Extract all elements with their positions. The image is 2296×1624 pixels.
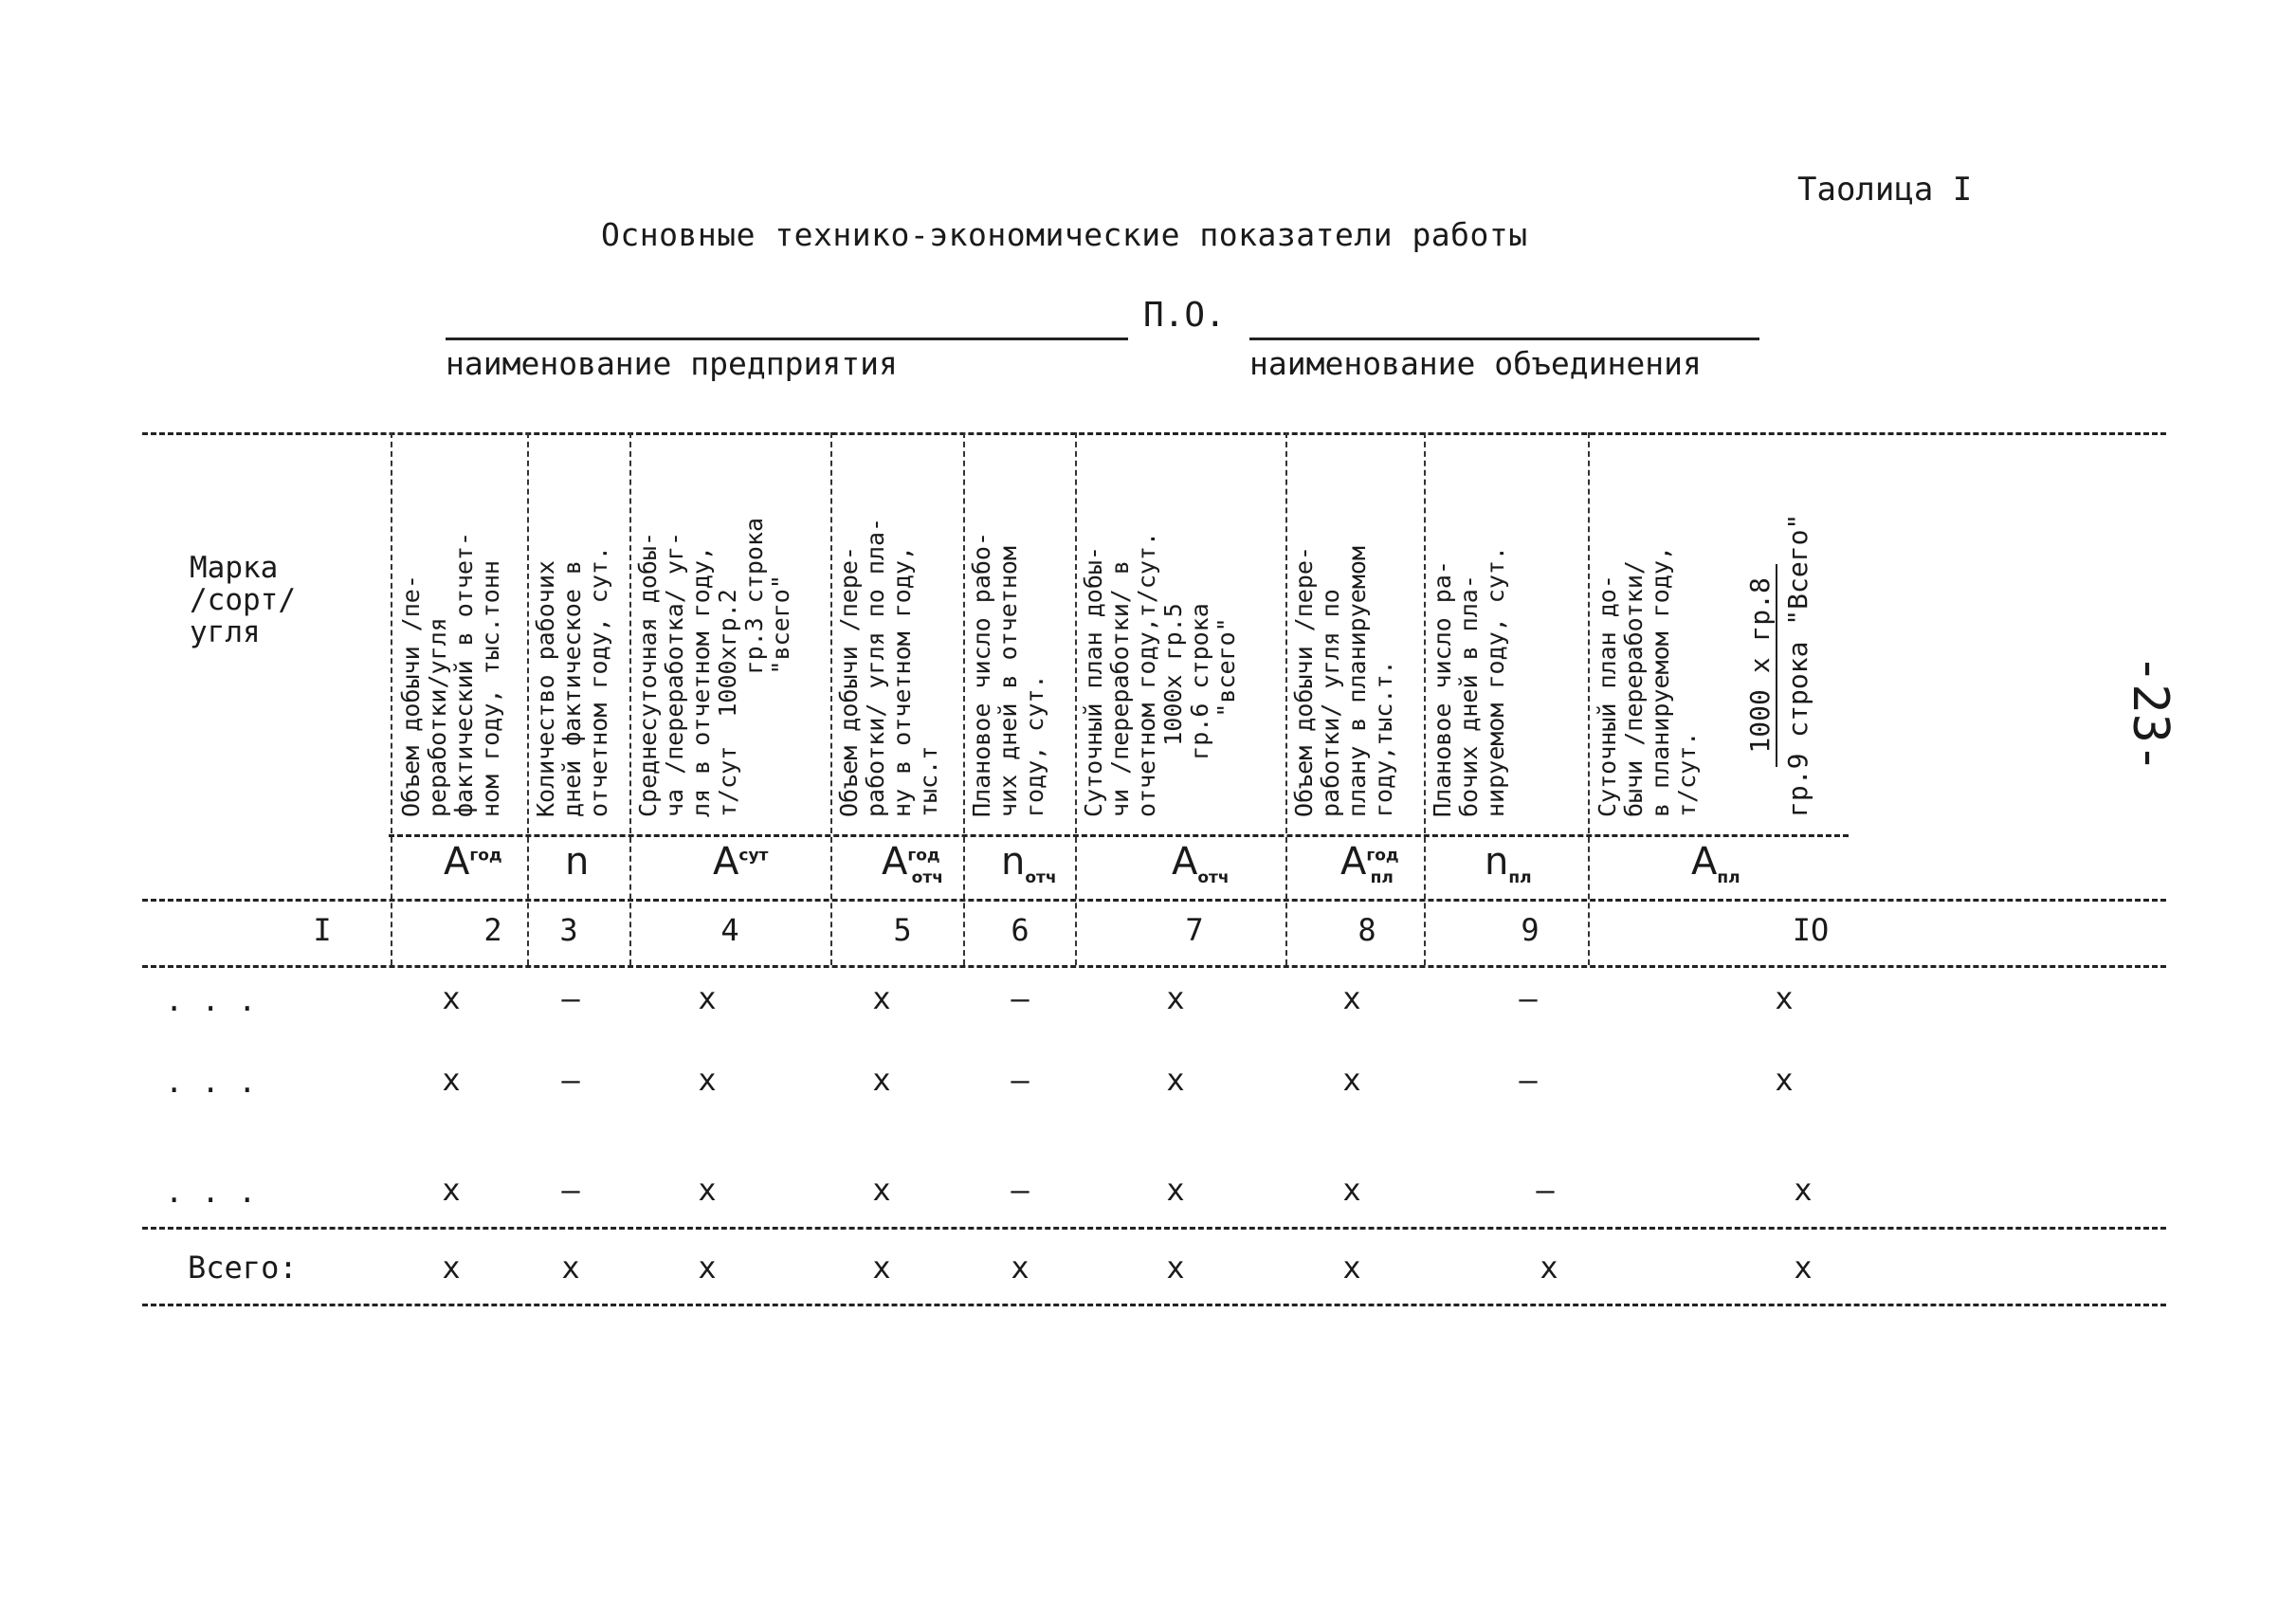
col-number: 3: [559, 912, 578, 948]
total-label: Всего:: [188, 1250, 298, 1286]
table-cell: x: [1011, 1250, 1030, 1286]
col-3-label: Количество рабочих дней фактическое в отчетном году, сут.: [532, 546, 612, 817]
association-blank-line: [1249, 338, 1759, 340]
col-number: 7: [1185, 912, 1204, 948]
formula-numerator: 1000 x гр.8: [1744, 564, 1777, 766]
table-cell: –: [561, 1062, 580, 1098]
table-cell: x: [872, 1250, 891, 1286]
symbol-a-god: $A^{год}$: [444, 840, 502, 884]
symbol-a-god-otch: $A^{год}_{отч}$: [882, 840, 943, 887]
col-separator: [1075, 432, 1077, 965]
header-bottom-rule: [142, 899, 2166, 902]
col-separator: [1285, 432, 1287, 965]
formula-denominator: гр.9 строка "Всего": [1782, 513, 1813, 817]
table-cell: x: [1342, 1062, 1361, 1098]
col-2-label: Объем добычи /пе- реработки/угля фактический в отчет- ном году, тыс.тонн: [397, 531, 504, 817]
table-cell: x: [442, 1250, 461, 1286]
symbol-a-pl: $A_{пл}$: [1691, 840, 1740, 887]
table-cell: x: [442, 1172, 461, 1208]
col-number: 4: [720, 912, 739, 948]
row-label: . . .: [165, 1174, 257, 1210]
col-separator: [830, 432, 832, 965]
table-cell: x: [442, 980, 461, 1016]
col-7-label: Суточный план добы- чи /переработки/ в отчетном году,т/сут. 1000х гр.5 гр.6 строка "всего": [1080, 531, 1240, 817]
symbol-a-otch: $A_{отч}$: [1172, 840, 1230, 887]
col-4-label: Среднесуточная добы- ча /переработка/ уг- ля в отчетном году, т/сут 1000хгр.2 гр.3 строка "всего": [634, 517, 794, 817]
col-6-label: Плановое число рабо- чих дней в отчетном году, сут.: [968, 531, 1048, 817]
table-cell: x: [1166, 1250, 1185, 1286]
table-cell: x: [698, 1172, 717, 1208]
table-bottom-rule: [142, 1304, 2166, 1306]
col-number: I: [313, 912, 332, 948]
symbol-n-pl: $n_{пл}$: [1485, 840, 1532, 887]
enterprise-blank-line: [446, 338, 1128, 340]
page-title: Основные технико-экономические показатели работы: [601, 216, 1528, 253]
symbol-n: n: [565, 840, 590, 884]
symbol-a-sut: $A^{сут}$: [713, 840, 769, 884]
table-top-rule: [142, 432, 2166, 435]
table-cell: x: [698, 1250, 717, 1286]
enterprise-caption: наименование предприятия: [446, 345, 898, 382]
col-number: 5: [893, 912, 912, 948]
po-mark: П.О.: [1143, 296, 1226, 335]
col-number: 9: [1521, 912, 1540, 948]
table-cell: x: [1166, 1062, 1185, 1098]
col-separator: [527, 432, 529, 965]
symbol-row-rule: [389, 834, 1849, 837]
col-separator: [391, 432, 392, 965]
table-cell: x: [698, 980, 717, 1016]
page-number: -23-: [2122, 654, 2178, 774]
table-cell: –: [561, 980, 580, 1016]
table-cell: –: [1011, 1062, 1030, 1098]
table-cell: –: [1519, 1062, 1538, 1098]
table-cell: x: [872, 1172, 891, 1208]
col-5-label: Объем добычи /пере- работки/ угля по пла- ну в отчетном году, тыс.т: [835, 517, 942, 817]
col-separator: [629, 432, 631, 965]
table-cell: –: [1536, 1172, 1555, 1208]
table-cell: x: [698, 1062, 717, 1098]
row-label: . . .: [165, 982, 257, 1018]
table-cell: x: [1775, 1062, 1794, 1098]
table-cell: –: [1011, 980, 1030, 1016]
col-1-header: Марка /сорт/ угля: [190, 551, 296, 649]
col-number: 6: [1011, 912, 1030, 948]
col-separator: [1588, 432, 1590, 965]
table-cell: x: [561, 1250, 580, 1286]
table-cell: x: [1166, 980, 1185, 1016]
symbol-n-otch: $n_{отч}$: [1001, 840, 1057, 887]
table-cell: x: [1342, 980, 1361, 1016]
table-cell: –: [1519, 980, 1538, 1016]
col-number: 2: [483, 912, 502, 948]
body-bottom-rule: [142, 1227, 2166, 1230]
col-8-label: Объем добычи /пере- работки/ угля по плану в планируемом году,тыс.т.: [1290, 546, 1397, 817]
col-number: 8: [1358, 912, 1376, 948]
table-cell: x: [1775, 980, 1794, 1016]
table-cell: x: [872, 980, 891, 1016]
table-cell: x: [1540, 1250, 1558, 1286]
col-9-label: Плановое число ра- бочих дней в пла- нируемом году, сут.: [1429, 546, 1509, 817]
col-number: IO: [1792, 912, 1830, 948]
numbers-bottom-rule: [142, 965, 2166, 968]
table-cell: x: [1342, 1172, 1361, 1208]
table-cell: –: [561, 1172, 580, 1208]
table-cell: x: [442, 1062, 461, 1098]
table-cell: x: [1166, 1172, 1185, 1208]
table-label: Таолица I: [1797, 171, 1973, 209]
table-cell: x: [1794, 1250, 1813, 1286]
row-label: . . .: [165, 1064, 257, 1100]
col-separator: [1424, 432, 1426, 965]
col-10-label: Суточный план до- бычи /переработки/ в планируемом году, т/сут.: [1594, 546, 1701, 817]
association-caption: наименование объединения: [1249, 345, 1702, 382]
symbol-a-god-pl: $A^{год}_{пл}$: [1340, 840, 1399, 887]
table-cell: x: [1342, 1250, 1361, 1286]
table-cell: –: [1011, 1172, 1030, 1208]
table-cell: x: [1794, 1172, 1813, 1208]
col-separator: [963, 432, 965, 965]
table-cell: x: [872, 1062, 891, 1098]
